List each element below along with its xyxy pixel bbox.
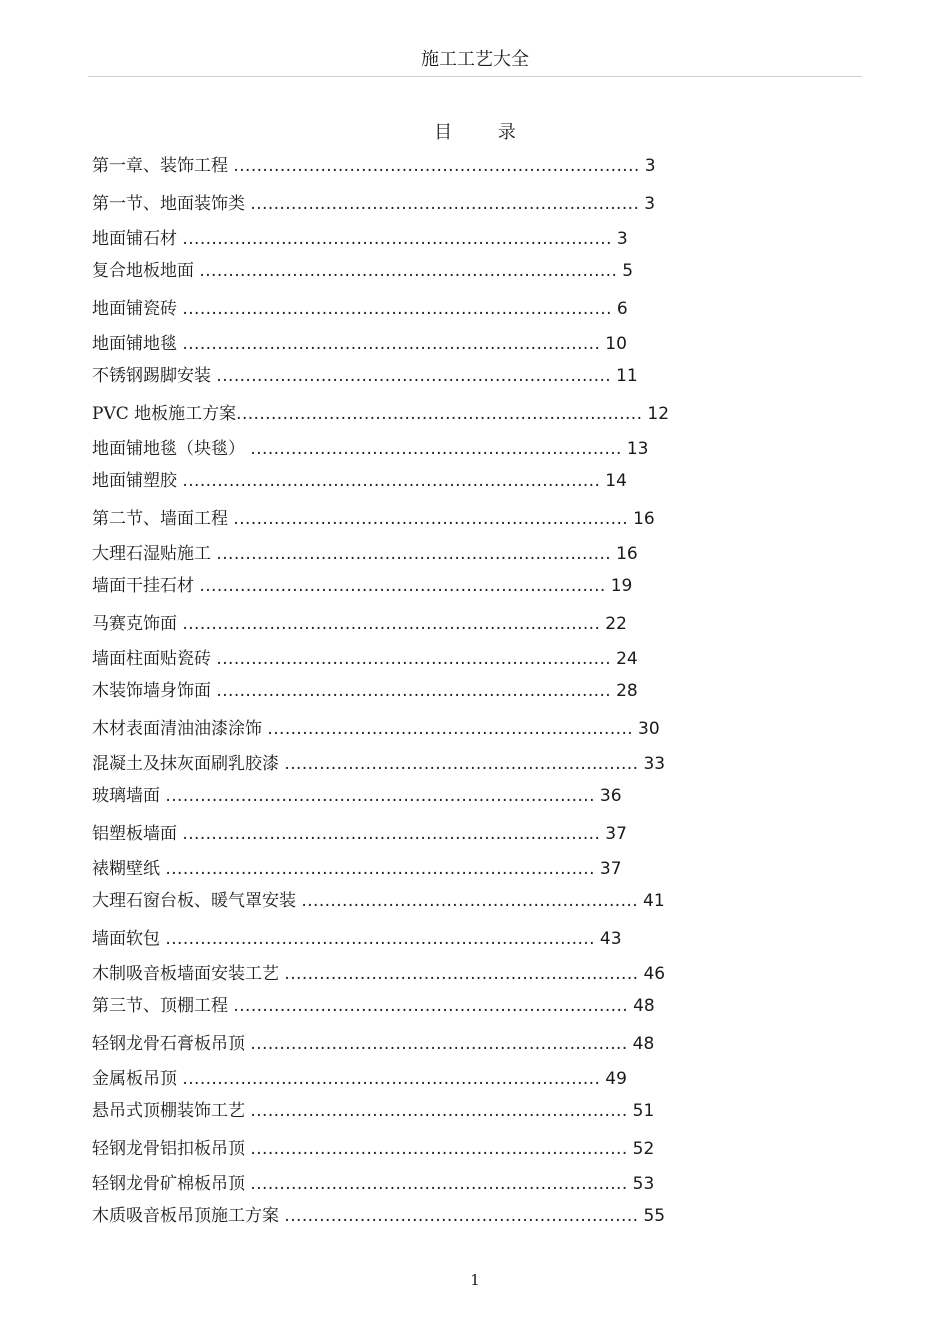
toc-leader-dots: ........................................................................ xyxy=(182,824,601,844)
toc-leader-dots: .................................................................... xyxy=(233,996,629,1016)
toc-entry[interactable] xyxy=(92,541,638,567)
toc-entry-page: 33 xyxy=(643,754,666,774)
toc-leader-dots: .......................................................................... xyxy=(165,786,595,806)
toc-entry-page: 52 xyxy=(632,1139,655,1159)
toc-entry-page: 13 xyxy=(626,439,649,459)
toc-entry[interactable] xyxy=(92,926,622,952)
toc-entry-label: 铝塑板墙面 xyxy=(92,824,183,844)
toc-entry-page: 12 xyxy=(647,404,670,424)
toc-entry-page: 14 xyxy=(605,471,627,491)
toc-leader-dots: ................................................................. xyxy=(250,1034,628,1054)
toc-entry-label: 悬吊式顶棚装饰工艺 xyxy=(92,1101,251,1121)
toc-leader-dots: ........................................................................ xyxy=(182,334,601,354)
toc-entry-page: 19 xyxy=(610,576,633,596)
toc-entry[interactable] xyxy=(92,783,622,809)
toc-entry-label: 墙面柱面贴瓷砖 xyxy=(92,649,217,669)
toc-entry[interactable] xyxy=(92,751,665,777)
toc-entry-page: 53 xyxy=(632,1174,655,1194)
toc-entry-page: 24 xyxy=(616,649,638,669)
toc-entry-page: 11 xyxy=(616,366,638,386)
toc-entry[interactable] xyxy=(92,436,649,462)
toc-leader-dots: .................................................................... xyxy=(216,544,612,564)
toc-entry[interactable] xyxy=(92,401,669,427)
toc-entry[interactable] xyxy=(92,856,622,882)
toc-entry-page: 3 xyxy=(616,229,628,249)
toc-entry-label: PVC 地板施工方案 xyxy=(92,404,237,424)
toc-entry[interactable] xyxy=(92,716,660,742)
toc-entry[interactable] xyxy=(92,258,633,284)
toc-leader-dots: ...................................................................... xyxy=(236,404,643,424)
toc-entry[interactable] xyxy=(92,1098,654,1124)
toc-entry[interactable] xyxy=(92,821,627,847)
toc-entry-label: 玻璃墙面 xyxy=(92,786,166,806)
toc-entry-page: 3 xyxy=(644,156,656,176)
toc-entry-label: 木质吸音板吊顶施工方案 xyxy=(92,1206,285,1226)
toc-entry-page: 10 xyxy=(605,334,627,354)
toc-entry[interactable] xyxy=(92,1136,654,1162)
toc-leader-dots: .................................................................... xyxy=(216,681,612,701)
toc-leader-dots: .......................................................................... xyxy=(165,929,595,949)
toc-entry-page: 36 xyxy=(599,786,622,806)
toc-title: 目 录 xyxy=(434,122,516,143)
toc-leader-dots: ........................................................................ xyxy=(199,261,618,281)
page-header-title: 施工工艺大全 xyxy=(421,49,529,70)
toc-leader-dots: ...................................................................... xyxy=(199,576,606,596)
toc-entry-page: 16 xyxy=(616,544,638,564)
toc-entry[interactable] xyxy=(92,296,628,322)
toc-entry-page: 49 xyxy=(605,1069,627,1089)
toc-entry[interactable] xyxy=(92,1066,627,1092)
toc-entry-page: 46 xyxy=(643,964,666,984)
toc-leader-dots: ...................................................................... xyxy=(233,156,640,176)
toc-entry-label: 地面铺瓷砖 xyxy=(92,299,183,319)
toc-entry-label: 木装饰墙身饰面 xyxy=(92,681,217,701)
toc-entry-label: 墙面软包 xyxy=(92,929,166,949)
toc-entry[interactable] xyxy=(92,191,655,217)
toc-entry[interactable] xyxy=(92,1031,654,1057)
toc-entry[interactable] xyxy=(92,961,665,987)
toc-leader-dots: .................................................................... xyxy=(233,509,629,529)
toc-entry[interactable] xyxy=(92,888,665,914)
toc-leader-dots: ........................................................................ xyxy=(182,471,601,491)
toc-leader-dots: ............................................................... xyxy=(267,719,634,739)
toc-leader-dots: ................................................................. xyxy=(250,1101,628,1121)
toc-entry-label: 大理石湿贴施工 xyxy=(92,544,217,564)
toc-entry-page: 41 xyxy=(643,891,665,911)
toc-entry-label: 墙面干挂石材 xyxy=(92,576,200,596)
toc-entry-label: 第一章、装饰工程 xyxy=(92,156,234,176)
page-number: 1 xyxy=(470,1271,480,1289)
toc-entry-label: 大理石窗台板、暖气罩安装 xyxy=(92,891,302,911)
toc-entry[interactable] xyxy=(92,1171,654,1197)
toc-entry-page: 48 xyxy=(632,1034,655,1054)
toc-entry-label: 轻钢龙骨矿棉板吊顶 xyxy=(92,1174,251,1194)
toc-entry-page: 37 xyxy=(605,824,627,844)
toc-entry[interactable] xyxy=(92,468,627,494)
toc-entry[interactable] xyxy=(92,226,628,252)
toc-entry-label: 第一节、地面装饰类 xyxy=(92,194,251,214)
toc-entry-page: 6 xyxy=(616,299,628,319)
toc-leader-dots: ................................................................. xyxy=(250,1139,628,1159)
toc-leader-dots: .................................................................... xyxy=(216,366,612,386)
toc-entry-page: 48 xyxy=(633,996,655,1016)
toc-entry-label: 复合地板地面 xyxy=(92,261,200,281)
toc-entry[interactable] xyxy=(92,573,632,599)
toc-entry-label: 地面铺地毯 xyxy=(92,334,183,354)
toc-leader-dots: ........................................................................ xyxy=(182,614,601,634)
toc-leader-dots: .................................................................... xyxy=(216,649,612,669)
toc-entry-label: 地面铺塑胶 xyxy=(92,471,183,491)
toc-leader-dots: ................................................................. xyxy=(250,1174,628,1194)
toc-entry-page: 51 xyxy=(632,1101,655,1121)
toc-leader-dots: .......................................................................... xyxy=(182,229,612,249)
toc-entry-page: 22 xyxy=(605,614,627,634)
toc-entry-page: 28 xyxy=(616,681,638,701)
toc-entry-page: 37 xyxy=(599,859,622,879)
toc-entry-label: 轻钢龙骨石膏板吊顶 xyxy=(92,1034,251,1054)
toc-entry-label: 第三节、顶棚工程 xyxy=(92,996,234,1016)
toc-entry-page: 43 xyxy=(599,929,622,949)
toc-entry-page: 16 xyxy=(633,509,655,529)
toc-entry[interactable] xyxy=(92,1203,665,1229)
toc-entry-label: 混凝土及抹灰面刷乳胶漆 xyxy=(92,754,285,774)
toc-entry[interactable] xyxy=(92,611,627,637)
toc-entry-label: 不锈钢踢脚安装 xyxy=(92,366,217,386)
toc-entry[interactable] xyxy=(92,506,655,532)
toc-leader-dots: ............................................................. xyxy=(284,964,639,984)
toc-entry-label: 马赛克饰面 xyxy=(92,614,183,634)
toc-entry-label: 轻钢龙骨铝扣板吊顶 xyxy=(92,1139,251,1159)
toc-entry-page: 3 xyxy=(644,194,656,214)
toc-entry[interactable] xyxy=(92,678,638,704)
toc-entry-label: 地面铺石材 xyxy=(92,229,183,249)
toc-leader-dots: ............................................................. xyxy=(284,754,639,774)
toc-leader-dots: ............................................................. xyxy=(284,1206,639,1226)
toc-leader-dots: ........................................................................ xyxy=(182,1069,601,1089)
toc-entry[interactable] xyxy=(92,331,627,357)
header-divider xyxy=(88,76,862,77)
toc-entry[interactable] xyxy=(92,993,655,1019)
toc-entry-page: 5 xyxy=(622,261,634,281)
toc-entry-page: 30 xyxy=(638,719,660,739)
toc-entry-label: 金属板吊顶 xyxy=(92,1069,183,1089)
toc-leader-dots: .......................................................................... xyxy=(182,299,612,319)
toc-entry-label: 地面铺地毯（块毯） xyxy=(92,439,251,459)
toc-entry-label: 裱糊壁纸 xyxy=(92,859,166,879)
toc-leader-dots: ................................................................ xyxy=(250,439,622,459)
toc-entry[interactable] xyxy=(92,646,638,672)
toc-entry-page: 55 xyxy=(643,1206,666,1226)
toc-entry[interactable] xyxy=(92,363,638,389)
toc-leader-dots: .......................................................... xyxy=(301,891,639,911)
toc-entry-label: 木制吸音板墙面安装工艺 xyxy=(92,964,285,984)
toc-entry[interactable] xyxy=(92,153,656,179)
toc-leader-dots: ................................................................... xyxy=(250,194,640,214)
toc-entry-label: 木材表面清油油漆涂饰 xyxy=(92,719,268,739)
toc-entry-label: 第二节、墙面工程 xyxy=(92,509,234,529)
toc-leader-dots: .......................................................................... xyxy=(165,859,595,879)
